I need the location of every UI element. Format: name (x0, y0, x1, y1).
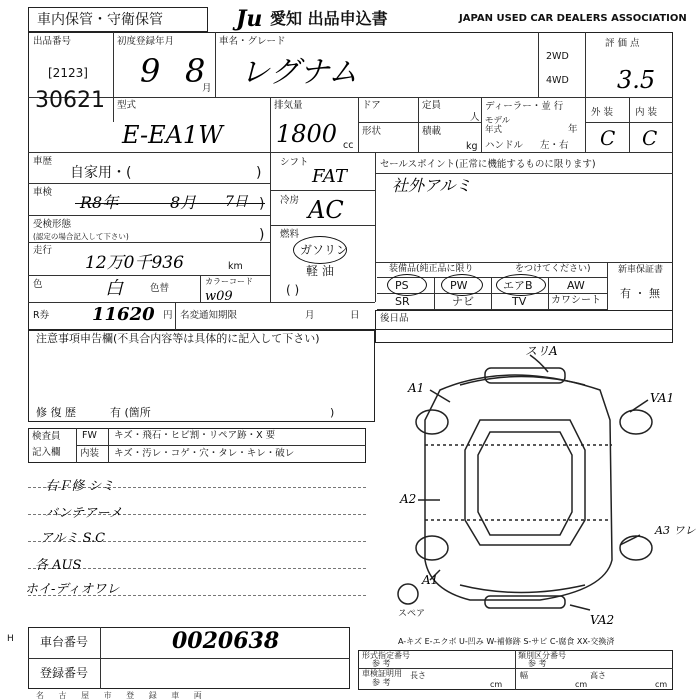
spec-length: 長さ (410, 671, 426, 680)
drive-4wd: 4WD (546, 75, 569, 86)
door-label: ドア (362, 100, 381, 111)
recycle-label: R券 (33, 310, 50, 321)
fuel-paren: ( ) (286, 283, 300, 297)
color-change-label: 色替 (150, 283, 170, 294)
shift-value: FAT (312, 166, 347, 187)
displacement: 1800 (276, 120, 338, 148)
equip-label: 装備品(純正品に限り (389, 264, 474, 274)
lot-label: 出品番号 (33, 36, 72, 47)
warranty-options: 有 ・ 無 (620, 287, 660, 300)
hand-note-5: ホイ-ディオワレ (25, 582, 120, 597)
mark-a2: A2 (400, 492, 417, 506)
shape-label: 形状 (362, 126, 382, 137)
lot-number: 30621 (35, 88, 105, 113)
recycle-value: 11620 (92, 304, 155, 325)
color-value: 白 (105, 278, 123, 299)
mark-a1-bottom: A1 (422, 573, 439, 587)
hand-note-2: バンテアーメ (45, 506, 122, 521)
model-label: 型式 (117, 100, 137, 111)
ju-logo: Ju (236, 6, 263, 32)
inspection-close: ) (259, 196, 265, 212)
accept-close: ) (259, 227, 265, 243)
car-name: レグナム (240, 55, 358, 90)
capacity-label: 定員 (422, 100, 442, 111)
mark-va2: VA2 (590, 613, 615, 627)
chassis-label: 車台番号 (40, 635, 89, 649)
equip-pw: PW (450, 279, 468, 292)
chassis-value: 0020638 (172, 628, 280, 654)
storage-title: 車内保管・守衛保管 (37, 12, 163, 28)
person-unit: 人 (470, 112, 480, 123)
equip-airbag: エアB (503, 279, 533, 292)
reg-number-label: 登録番号 (40, 666, 89, 680)
mark-bumper: スリA (525, 344, 558, 358)
repair-close: ) (330, 406, 335, 419)
disp-label: 排気量 (274, 100, 303, 111)
spec-shaken-label: 車検証明用 (362, 669, 402, 678)
fuel-gas: ガソリン (300, 243, 349, 257)
spec-width: 幅 (520, 671, 528, 680)
lot-small: [2123] (48, 66, 88, 80)
color-code: w09 (205, 289, 233, 304)
fw-items: キズ・飛石・ヒビ割・リペア跡・X 要 (114, 430, 276, 441)
inspection-day: 7日 (225, 194, 248, 210)
reg-month: 8 (185, 52, 206, 90)
spec-cls-sub: 参 考 (528, 659, 547, 668)
handle-options: 左・右 (540, 140, 569, 151)
mark-a3: A3 ワレ (655, 524, 696, 537)
grade-value: 3.5 (617, 66, 656, 94)
color-code-label: カラーコード (205, 277, 253, 286)
kg-unit: kg (466, 141, 478, 152)
model-year-label: モデル 年式 (485, 116, 511, 135)
mileage-value: 12万0千936 (85, 253, 184, 273)
dealer-label: ディーラー・並 行 (485, 101, 564, 112)
cool-label: 冷房 (280, 195, 300, 206)
history-label: 車歴 (33, 156, 53, 167)
hand-note-3: アルミ S.C (40, 531, 106, 546)
spec-cm-3: cm (655, 680, 668, 689)
accept-note: (認定の場合記入して下さい) (33, 232, 129, 241)
year-unit: 年 (568, 124, 578, 135)
mark-a1-top: A1 (408, 381, 425, 395)
mark-spare: スペア (398, 609, 426, 619)
equip-ps: PS (395, 279, 409, 292)
selling-text: 社外アルミ (392, 176, 472, 195)
form-title-en: JAPAN USED CAR DEALERS ASSOCIATION (459, 13, 687, 24)
inspector-label-2: 記入欄 (32, 447, 61, 458)
recycle-unit: 円 (163, 310, 173, 321)
cc-unit: cc (343, 140, 354, 151)
inspector-label-1: 検査員 (32, 431, 61, 442)
equip-tv: TV (512, 295, 527, 308)
form-title: 愛知 出品申込書 (270, 9, 388, 28)
corner-mark: H (7, 634, 14, 644)
bottom-strip: 名 古 屋 市 登 録 車 両 (36, 691, 208, 700)
hand-note-4: 各 AUS (35, 558, 82, 573)
inspection-year: R8年 (80, 193, 119, 212)
history-close: ) (256, 165, 262, 181)
hand-note-1: 右Ｆ修 シミ (45, 479, 115, 494)
equip-aw: AW (567, 279, 585, 292)
interior-label: 内 装 (635, 107, 658, 118)
spec-cm-2: cm (575, 680, 588, 689)
later-label: 後日品 (380, 313, 409, 324)
load-label: 積載 (422, 126, 442, 137)
equip-label-2: をつけてください) (515, 264, 591, 274)
history-value: 自家用・( (70, 165, 132, 181)
spec-height: 高さ (590, 671, 606, 680)
spec-ver-label: 形式指定番号 (362, 651, 410, 660)
inspection-label: 車検 (33, 187, 53, 198)
exterior-grade: C (600, 126, 616, 150)
damage-legend: A-キズ E-エクボ U-凹み W-補修跡 S-サビ C-腐食 XX-交換済 (398, 637, 615, 646)
repair-label: 修 復 歴 (36, 406, 76, 419)
interior-items-label: 内装 (80, 448, 100, 459)
accept-label: 受検形態 (33, 219, 72, 230)
car-name-label: 車名・グレード (219, 36, 286, 47)
spec-ver-sub: 参 考 (372, 659, 391, 668)
grade-label: 評 価 点 (605, 38, 640, 49)
spec-cls-label: 類別区分番号 (518, 651, 566, 660)
cool-value: AC (308, 196, 344, 224)
fw-label: FW (82, 430, 97, 441)
repair-value: 有 (箇所 (110, 406, 151, 419)
color-label: 色 (33, 279, 43, 290)
inspection-month: 8月 (170, 193, 197, 212)
equip-leather: カワシート (551, 295, 601, 306)
transfer-label: 名変通知期限 (180, 310, 238, 321)
mark-va1: VA1 (650, 391, 675, 405)
transfer-month: 月 (305, 310, 315, 321)
selling-label: セールスポイント(正常に機能するものに限ります) (380, 159, 596, 170)
equip-sr: SR (395, 295, 410, 308)
exterior-label: 外 装 (591, 107, 614, 118)
transfer-day: 日 (350, 310, 360, 321)
spec-shaken-sub: 参 考 (372, 678, 391, 687)
handle-label: ハンドル (485, 140, 524, 151)
drive-2wd: 2WD (546, 51, 569, 62)
equip-navi: ナビ (452, 295, 474, 308)
shift-label: シフト (280, 157, 309, 168)
mileage-label: 走行 (33, 245, 53, 256)
new-warranty-label: 新車保証書 (618, 265, 664, 275)
fuel-diesel: 軽 油 (306, 264, 334, 278)
month-unit: 月 (202, 83, 212, 94)
interior-items: キズ・汚レ・コゲ・穴・タレ・キレ・破レ (114, 448, 295, 459)
fuel-label: 燃料 (280, 229, 300, 240)
model-value: E-EA1W (122, 121, 223, 149)
spec-cm-1: cm (490, 680, 503, 689)
reg-label: 初度登録年月 (117, 36, 175, 47)
notes-label: 注意事項申告欄(不具合内容等は具体的に記入して下さい) (36, 332, 320, 345)
km-unit: km (228, 261, 243, 272)
interior-grade: C (642, 126, 658, 150)
reg-year: 9 (140, 52, 161, 90)
